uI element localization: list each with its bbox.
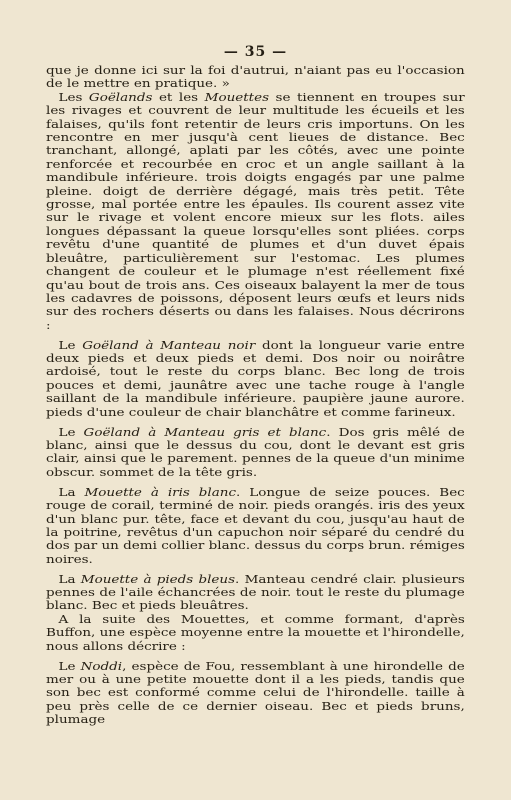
italic-term: Mouettes: [204, 90, 270, 104]
text-run: La: [58, 485, 85, 499]
text-run: Le: [58, 425, 84, 439]
entry-goeland-manteau-noir: [46, 339, 465, 419]
page-body: [46, 64, 465, 727]
page-number: — 35 —: [223, 44, 288, 60]
text-run: se tiennent en troupes sur les rivages et couvrent de leur multitude les écueils et les falaises, qu'ils font retentir de leurs cris importuns. On les rencontre en mer jusqu'à cent lieues de distance. Bec tranchant, allongé, aplati par les côtés, avec une pointe renforcée et recourbée en croc et un angle saillant à la mandibule inférieure. trois doigts engagés par une palme pleine. doigt de derrière dégagé, mais très petit. Tête grosse, mal portée entre les épaules. Ils courent assez vite sur le rivage et volent encore mieux sur les flots. ailes longues dépassant la queue lorsqu'elles sont pliées. corps revêtu d'une quantité de plumes et d'un duvet épais bleuâtre, particulièrement sur l'estomac. Les plumes changent de couleur et le plumage n'est réellement fixé qu'au bout de trois ans. Ces oiseaux balayent la mer de tous les cadavres de poissons, déposent leurs œufs et leurs nids sur des rochers déserts ou dans les falaises. Nous décrirons :: [46, 90, 465, 332]
paragraph-suite-mouettes: [46, 613, 465, 653]
text-run: . Dos gris mêlé de blanc, ainsi que le dessus du cou, dont le devant est gris clair, ainsi que le parement. pennes de la queue d'un minime obscur. sommet de la tête gris.: [46, 425, 465, 479]
text-run: Le: [58, 659, 81, 673]
italic-term: Noddi: [80, 659, 123, 673]
italic-term: Mouette à pieds bleus: [80, 572, 236, 586]
text-run: Le: [58, 338, 83, 352]
text-run: . Manteau cendré clair. plusieurs pennes de l'aile échancrées de noir. tout le reste du plumage blanc. Bec et pieds bleuâtres.: [46, 572, 465, 613]
text-run: . Longue de seize pouces. Bec rouge de corail, terminé de noir. pieds orangés. iris des yeux d'un blanc pur. tête, face et devant du cou, jusqu'au haut de la poitrine, revêtus d'un capuchon noir séparé du cendré du dos par un demi collier blanc. dessus du corps brun. rémiges noires.: [46, 485, 465, 566]
text-run: A la suite des Mouettes, et comme formant, d'après Buffon, une espèce moyenne entre la mouette et l'hirondelle, nous allons décrire :: [46, 612, 465, 653]
paragraph-goelands-mouettes: [46, 91, 465, 332]
paragraph-continuation: [46, 64, 465, 91]
italic-term: Mouette à iris blanc: [84, 485, 237, 499]
entry-goeland-manteau-gris-blanc: [46, 426, 465, 480]
entry-mouette-pieds-bleus: [46, 573, 465, 613]
entry-noddi: [46, 660, 465, 727]
italic-term: Goëland à Manteau noir: [82, 338, 256, 352]
entry-mouette-iris-blanc: [46, 486, 465, 566]
italic-term: Goëland à Manteau gris et blanc: [83, 425, 327, 439]
text-run: dont la longueur varie entre deux pieds et deux pieds et demi. Dos noir ou noirâtre ardoisé, tout le reste du corps blanc. Bec long de trois pouces et demi, jaunâtre avec une tache rouge à l'angle saillant de la mandibule inférieure. paupière jaune aurore. pieds d'une couleur de chair blanchâtre et comme farineux.: [46, 338, 465, 419]
text-run: La: [58, 572, 81, 586]
text-run: Les: [58, 90, 89, 104]
italic-term: Goëlands: [88, 90, 153, 104]
text-run: que je donne ici sur la foi d'autrui, n'aiant pas eu l'occasion de le mettre en pratique. »: [46, 64, 465, 91]
text-run: et les: [152, 90, 205, 104]
text-run: , espèce de Fou, ressemblant à une hirondelle de mer ou à une petite mouette dont il a les pieds, tandis que son bec est conformé comme celui de l'hirondelle. taille à peu près celle de ce dernier oiseau. Bec et pieds bruns, plumage: [46, 659, 465, 727]
